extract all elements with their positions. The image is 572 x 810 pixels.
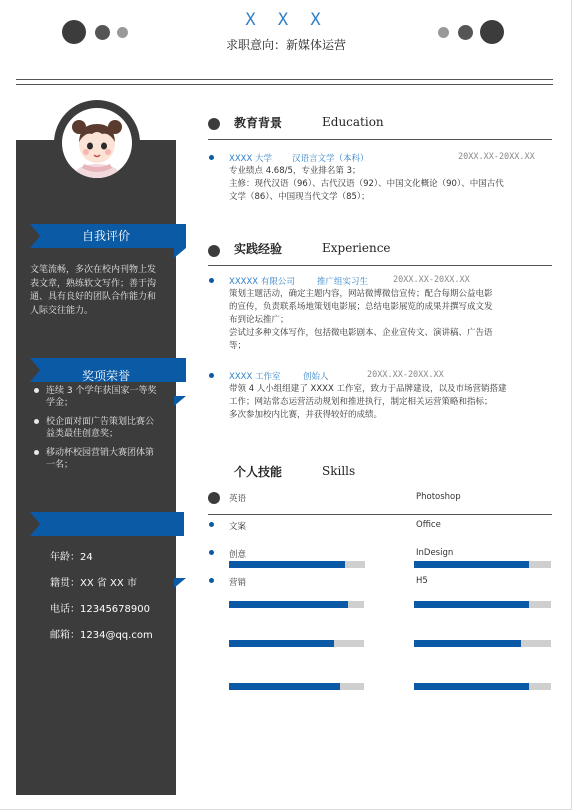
experience-marker (208, 245, 220, 257)
info-age: 年龄：24 (50, 552, 93, 563)
skill-bar (414, 601, 551, 608)
skill-bar-fill (229, 601, 348, 608)
skill-label: Photoshop (416, 492, 461, 502)
ribbon-notch (30, 512, 40, 536)
skill-bar (414, 561, 551, 568)
experience-line: 尝试过多种文体写作，包括微电影剧本、企业宣传文、演讲稿、广告语 (229, 328, 493, 338)
self-eval-ribbon-fold (174, 248, 186, 260)
skill-bar-fill (414, 601, 529, 608)
skill-label: 创意 (229, 550, 247, 560)
skill-label: H5 (416, 576, 428, 586)
experience-org: XXXX 工作室 (229, 372, 281, 382)
experience-title-en: Experience (322, 241, 391, 255)
experience-line: 多次参加校内比赛，并获得较好的成绩。 (229, 410, 383, 420)
education-major: 汉语言文学（本科） (292, 154, 369, 164)
skill-bullet (209, 550, 214, 555)
education-line: 主修：现代汉语（96）、古代汉语（92）、中国文化概论（90）、中国古代 (229, 179, 504, 189)
education-title-en: Education (322, 115, 384, 129)
skill-bar (229, 640, 364, 647)
education-marker (208, 118, 220, 130)
skill-label: 文案 (229, 522, 247, 532)
self-eval-text: 文笔流畅，多次在校内刊物上发表文章，熟练软文写作；善于沟通、具有良好的团队合作能力和人际交往能力。 (30, 265, 157, 316)
education-divider (208, 139, 552, 140)
award-item: 连续 3 个学年获国家一等奖学金； (34, 385, 160, 409)
experience-line: 带领 4 人小组组建了 XXXX 工作室，致力于品牌建设，以及市场营销搭建 (229, 384, 507, 394)
info-ribbon-fold (174, 578, 186, 590)
ribbon-notch (30, 224, 40, 248)
skill-bar-fill (414, 640, 521, 647)
award-item: 移动杯校园营销大赛团体第一名； (34, 447, 160, 471)
award-item: 校企面对面广告策划比赛公益类最佳创意奖； (34, 416, 160, 440)
skill-bar-fill (414, 683, 529, 690)
experience-details (229, 383, 559, 422)
skill-bar-fill (229, 683, 340, 690)
experience-line: 布到论坛推广； (229, 315, 289, 325)
skill-bar (414, 683, 551, 690)
education-details (229, 165, 559, 204)
info-email: 邮箱：1234@qq.com (50, 630, 153, 641)
education-school: XXXX 大学 (229, 154, 272, 164)
education-line: 专业绩点 4.68/5，专业排名第 3； (229, 166, 361, 176)
info-phone: 电话：12345678900 (50, 604, 150, 615)
skills-title-en: Skills (322, 464, 356, 478)
skill-bar-fill (229, 561, 345, 568)
skill-bullet (209, 578, 214, 583)
experience-role: 创始人 (303, 372, 329, 382)
avatar (62, 108, 132, 178)
skill-bullet (209, 522, 214, 527)
experience-bullet (209, 373, 214, 378)
experience-divider (208, 265, 552, 266)
education-title: 教育背景 (234, 116, 283, 130)
skills-title: 个人技能 (234, 465, 283, 479)
skill-bar (414, 640, 551, 647)
experience-role: 推广组实习生 (317, 277, 369, 287)
candidate-name: X X X (245, 10, 327, 30)
skill-label: 英语 (229, 494, 247, 504)
skill-bar (229, 601, 364, 608)
awards-ribbon-fold (174, 396, 186, 408)
experience-org: XXXXX 有限公司 (229, 277, 295, 287)
skills-divider (208, 514, 552, 515)
awards-list (34, 385, 160, 478)
self-eval-title: 自我评价 (82, 229, 131, 243)
experience-bullet (209, 278, 214, 283)
experience-date: 20XX.XX-20XX.XX (393, 275, 470, 285)
experience-date: 20XX.XX-20XX.XX (367, 370, 444, 380)
experience-title: 实践经验 (234, 242, 283, 256)
experience-details (229, 288, 559, 353)
skill-label: 营销 (229, 578, 247, 588)
skills-marker (208, 492, 220, 504)
experience-line: 等； (229, 341, 247, 351)
education-date: 20XX.XX-20XX.XX (458, 152, 535, 162)
experience-line: 的宣传，负责联系场地策划电影展；总结电影展览的成果并撰写成文发 (229, 302, 493, 312)
awards-title: 奖项荣誉 (82, 369, 131, 383)
self-eval-ribbon (30, 224, 186, 248)
header-divider-bottom (16, 84, 553, 85)
info-hometown: 籍贯：XX 省 XX 市 (50, 578, 137, 589)
header-divider-top (16, 79, 553, 80)
skill-label: InDesign (416, 548, 454, 558)
girl-avatar-icon (62, 108, 132, 178)
education-line: 文学（86）、中国现当代文学（85）； (229, 192, 370, 202)
experience-line: 工作；网站常态运营活动规划和推进执行，制定相关运营策略和指标； (229, 397, 493, 407)
job-intent: 求职意向：新媒体运营 (225, 38, 346, 52)
info-ribbon (30, 512, 184, 536)
experience-line: 策划主题活动，确定主题内容，网站微博微信宣传；配合每期公益电影 (229, 289, 493, 299)
ribbon-notch (30, 358, 40, 382)
education-bullet (209, 155, 214, 160)
skill-label: Office (416, 520, 441, 530)
skill-bar (229, 683, 364, 690)
skill-bar-fill (229, 640, 334, 647)
skill-bar (229, 561, 365, 568)
awards-ribbon (30, 358, 186, 382)
skill-bar-fill (414, 561, 529, 568)
